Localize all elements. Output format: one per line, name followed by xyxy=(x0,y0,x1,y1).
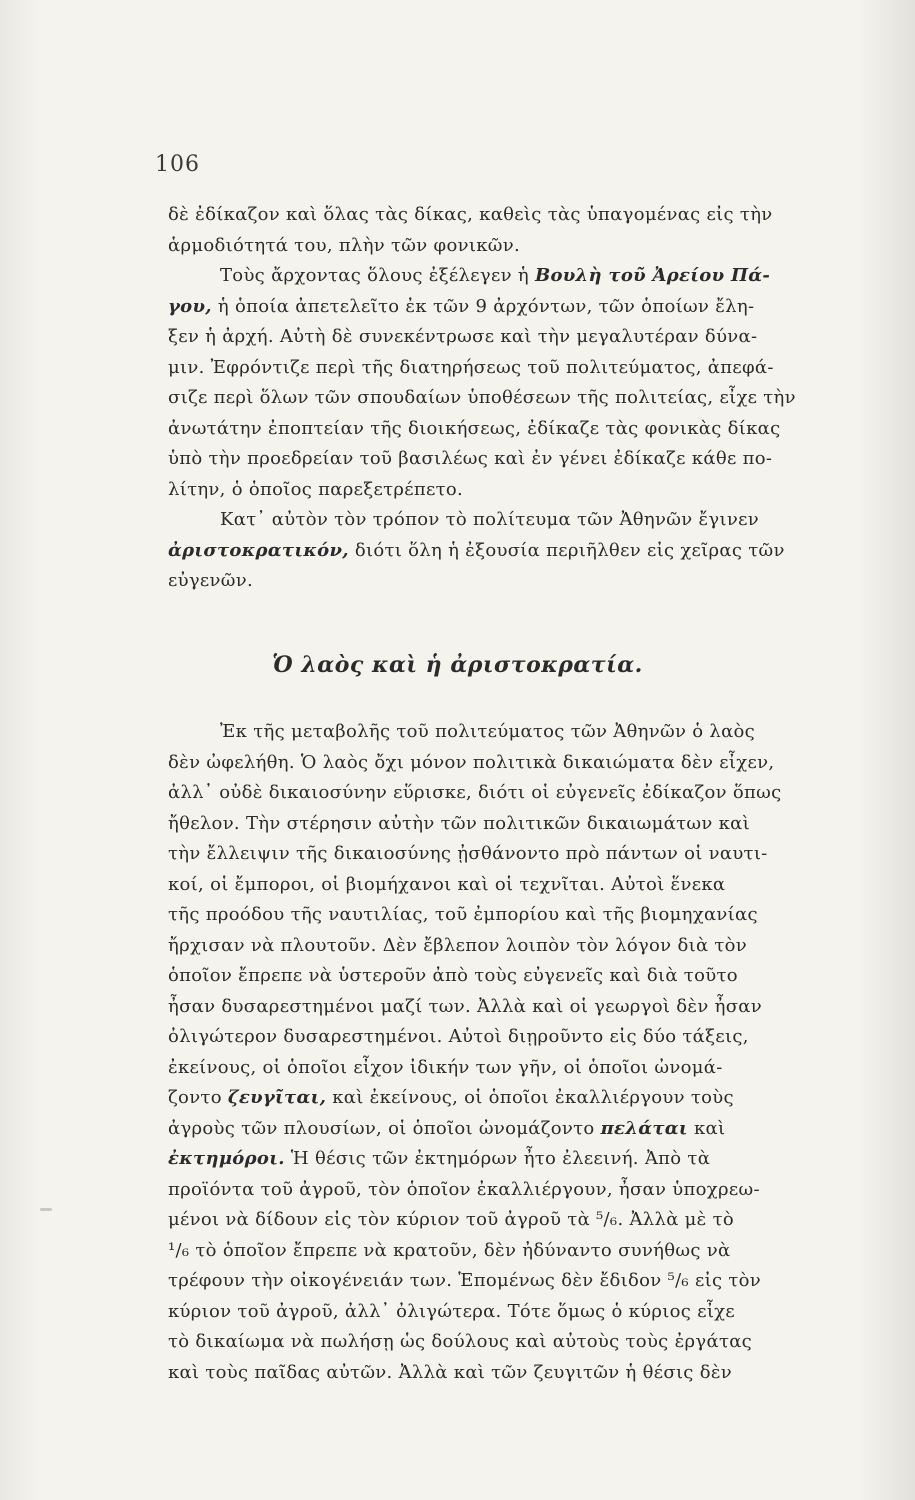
section-heading: Ὁ λαὸς καὶ ἡ ἀριστοκρατία. xyxy=(272,652,643,678)
text-line: μένοι νὰ δίδουν εἰς τὸν κύριον τοῦ ἀγροῦ τὰ ⁵/₆. Ἀλλὰ μὲ τὸ xyxy=(168,1209,735,1230)
text-line: μιν. Ἐφρόντιζε περὶ τῆς διατηρήσεως τοῦ πολιτεύματος, ἀπεφά- xyxy=(168,356,774,378)
text-line: τῆς προόδου τῆς ναυτιλίας, τοῦ ἐμπορίου καὶ τῆς βιομηχανίας xyxy=(168,904,758,925)
text-line xyxy=(168,292,873,323)
text-line: σιζε περὶ ὅλων τῶν σπουδαίων ὑποθέσεων τῆς πολιτείας, εἶχε τὴν xyxy=(168,387,796,408)
bold-term: ζευγῖται, xyxy=(227,1087,327,1108)
text-run: καὶ ἐκείνους, οἱ ὁποῖοι ἐκαλλιέργουν τοὺς xyxy=(332,1087,734,1108)
text-run: καὶ xyxy=(693,1117,726,1139)
text-run: Τοὺς ἄρχοντας ὅλους ἐξέλεγεν ἡ xyxy=(220,265,529,286)
text-line xyxy=(168,1144,873,1175)
bold-term: ἀριστοκρατικόν, xyxy=(168,539,349,561)
text-line: Ἐκ τῆς μεταβολῆς τοῦ πολιτεύματος τῶν Ἀθηνῶν ὁ λαὸς xyxy=(220,721,756,742)
text-line: τὴν ἔλλειψιν τῆς δικαιοσύνης ᾐσθάνοντο πρὸ πάντων οἱ ναυτι- xyxy=(168,843,768,864)
text-line: ὁποῖον ἔπρεπε νὰ ὑστεροῦν ἀπὸ τοὺς εὐγενεῖς καὶ διὰ τοῦτο xyxy=(168,965,738,986)
text-run: διότι ὅλη ἡ ἐξουσία περιῆλθεν εἰς χεῖρας τῶν xyxy=(354,539,785,561)
text-line: ἤρχισαν νὰ πλουτοῦν. Δὲν ἔβλεπον λοιπὸν τὸν λόγον διὰ τὸν xyxy=(168,934,748,956)
text-line: ἀλλ᾽ οὐδὲ δικαιοσύνην εὕρισκε, διότι οἱ εὐγενεῖς ἐδίκαζον ὅπως xyxy=(168,782,782,803)
text-line: Κατ᾽ αὐτὸν τὸν τρόπον τὸ πολίτευμα τῶν Ἀθηνῶν ἔγινεν xyxy=(220,509,759,530)
text-line: ὑπὸ τὴν προεδρείαν τοῦ βασιλέως καὶ ἐν γένει ἐδίκαζε κάθε πο- xyxy=(168,448,773,469)
bold-term: Βουλὴ τοῦ Ἀρείου Πά- xyxy=(534,265,771,286)
text-line: ἤθελον. Τὴν στέρησιν αὐτὴν τῶν πολιτικῶν δικαιωμάτων καὶ xyxy=(168,812,750,834)
section-text-block xyxy=(168,717,873,1388)
text-line: τὸ δικαίωμα νὰ πωλήσῃ ὡς δούλους καὶ αὐτοὺς τοὺς ἐργάτας xyxy=(168,1331,753,1352)
text-run: ζοντο xyxy=(168,1087,222,1108)
text-line xyxy=(168,261,873,292)
paper-speck xyxy=(40,1208,52,1211)
text-run: Ἡ θέσις τῶν ἐκτημόρων ἦτο ἐλεεινή. Ἀπὸ τὰ xyxy=(290,1148,711,1169)
bold-term: ἐκτημόροι. xyxy=(168,1148,285,1169)
text-line: ἐκείνους, οἱ ὁποῖοι εἶχον ἰδικήν των γῆν, οἱ ὁποῖοι ὠνομά- xyxy=(168,1056,723,1078)
text-line: καὶ τοὺς παῖδας αὐτῶν. Ἀλλὰ καὶ τῶν ζευγιτῶν ἡ θέσις δὲν xyxy=(168,1361,733,1383)
text-run: ἀγροὺς τῶν πλουσίων, οἱ ὁποῖοι ὠνομάζοντο xyxy=(168,1117,595,1139)
text-line xyxy=(168,1114,873,1145)
text-line: τρέφουν τὴν οἰκογένειάν των. Ἑπομένως δὲν ἔδιδον ⁵/₆ εἰς τὸν xyxy=(168,1270,761,1291)
text-line: ὀλιγώτερον δυσαρεστημένοι. Αὐτοὶ διῃροῦντο εἰς δύο τάξεις, xyxy=(168,1026,749,1047)
text-line: κοί, οἱ ἔμποροι, οἱ βιομήχανοι καὶ οἱ τεχνῖται. Αὐτοὶ ἕνεκα xyxy=(168,873,726,895)
text-line: λίτην, ὁ ὁποῖος παρεξετρέπετο. xyxy=(168,478,464,500)
text-line: ἀνωτάτην ἐποπτείαν τῆς διοικήσεως, ἐδίκαζε τὰς φονικὰς δίκας xyxy=(168,417,781,439)
text-line: κύριον τοῦ ἀγροῦ, ἀλλ᾽ ὀλιγώτερα. Τότε ὅμως ὁ κύριος εἶχε xyxy=(168,1300,736,1322)
text-line xyxy=(168,1083,873,1114)
text-line: ¹/₆ τὸ ὁποῖον ἔπρεπε νὰ κρατοῦν, δὲν ἠδύναντο συνήθως νὰ xyxy=(168,1239,731,1261)
intro-text-block xyxy=(168,200,873,597)
bold-term: γου, xyxy=(168,295,212,317)
text-line: δὲ ἐδίκαζον καὶ ὅλας τὰς δίκας, καθεὶς τὰς ὑπαγομένας εἰς τὴν xyxy=(168,204,773,225)
bold-term: πελάται xyxy=(600,1117,688,1139)
text-line: προϊόντα τοῦ ἀγροῦ, τὸν ὁποῖον ἐκαλλιέργουν, ἦσαν ὑποχρεω- xyxy=(168,1178,760,1200)
text-run: ἡ ὁποία ἀπετελεῖτο ἐκ τῶν 9 ἀρχόντων, τῶν ὁποίων ἔλη- xyxy=(217,295,755,317)
text-line: ἁρμοδιότητά του, πλὴν τῶν φονικῶν. xyxy=(168,234,520,256)
text-line xyxy=(168,536,873,567)
text-line: δὲν ὠφελήθη. Ὁ λαὸς ὄχι μόνον πολιτικὰ δικαιώματα δὲν εἶχεν, xyxy=(168,751,775,773)
page-number: 106 xyxy=(155,152,200,177)
text-line: ἦσαν δυσαρεστημένοι μαζί των. Ἀλλὰ καὶ οἱ γεωργοὶ δὲν ἦσαν xyxy=(168,995,762,1017)
text-line: ξεν ἡ ἀρχή. Αὐτὴ δὲ συνεκέντρωσε καὶ τὴν μεγαλυτέραν δύνα- xyxy=(168,326,758,347)
text-line: εὐγενῶν. xyxy=(168,570,254,591)
